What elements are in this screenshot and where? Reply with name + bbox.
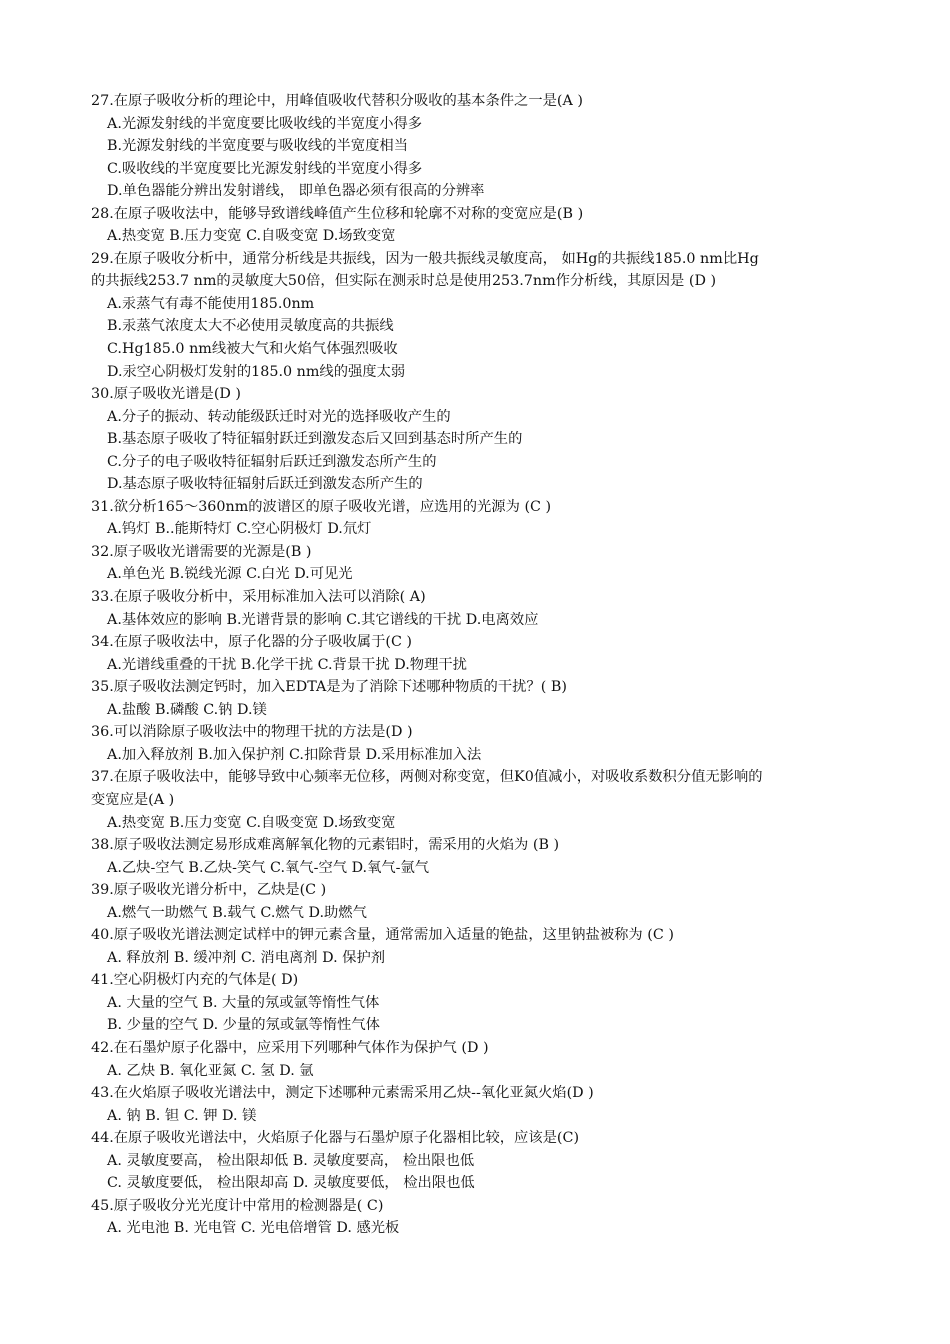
question-line: 33.在原子吸收分析中，采用标准加入法可以消除( A) xyxy=(91,589,426,606)
option-line: B. 少量的空气 D. 少量的氖或氩等惰性气体 xyxy=(107,1017,380,1034)
question-line: 43.在火焰原子吸收光谱法中，测定下述哪种元素需采用乙炔--氧化亚氮火焰(D ) xyxy=(91,1085,594,1102)
question-line: 42.在石墨炉原子化器中，应采用下列哪种气体作为保护气 (D ) xyxy=(91,1039,489,1056)
option-line: A. 光电池 B. 光电管 C. 光电倍增管 D. 感光板 xyxy=(107,1220,400,1237)
option-line: D.汞空心阴极灯发射的185.0 nm线的强度太弱 xyxy=(107,363,406,380)
option-line: A.盐酸 B.磷酸 C.钠 D.镁 xyxy=(107,701,267,718)
option-line: A.乙炔-空气 B.乙炔-笑气 C.氧气-空气 D.氧气-氩气 xyxy=(107,859,430,876)
document-page xyxy=(91,90,871,1240)
question-line: 变宽应是(A ) xyxy=(91,791,175,808)
option-line: C. 灵敏度要低， 检出限却高 D. 灵敏度要低， 检出限也低 xyxy=(107,1175,475,1192)
option-line: A.热变宽 B.压力变宽 C.自吸变宽 D.场致变宽 xyxy=(107,814,396,831)
question-line: 30.原子吸收光谱是(D ) xyxy=(91,386,241,403)
option-line: A. 大量的空气 B. 大量的氖或氩等惰性气体 xyxy=(107,994,380,1011)
option-line: A. 乙炔 B. 氧化亚氮 C. 氢 D. 氩 xyxy=(107,1062,314,1079)
option-line: A. 钠 B. 钽 C. 钾 D. 镁 xyxy=(107,1107,257,1124)
option-line: B.汞蒸气浓度太大不必使用灵敏度高的共振线 xyxy=(107,318,394,335)
question-line: 37.在原子吸收法中，能够导致中心频率无位移，两侧对称变宽，但K0值减小，对吸收系数积分值无影响的 xyxy=(91,769,763,786)
question-line: 44.在原子吸收光谱法中，火焰原子化器与石墨炉原子化器相比较，应该是(C) xyxy=(91,1130,580,1147)
question-line: 28.在原子吸收法中，能够导致谱线峰值产生位移和轮廓不对称的变宽应是(B ) xyxy=(91,205,584,222)
option-line: A.基体效应的影响 B.光谱背景的影响 C.其它谱线的干扰 D.电离效应 xyxy=(107,611,539,628)
option-line: A.钨灯 B..能斯特灯 C.空心阴极灯 D.氘灯 xyxy=(107,521,372,538)
option-line: C.Hg185.0 nm线被大气和火焰气体强烈吸收 xyxy=(107,341,398,358)
option-line: A.汞蒸气有毒不能使用185.0nm xyxy=(107,295,315,312)
option-line: A.单色光 B.锐线光源 C.白光 D.可见光 xyxy=(107,566,353,583)
option-line: D.基态原子吸收特征辐射后跃迁到激发态所产生的 xyxy=(107,476,423,493)
option-line: A.热变宽 B.压力变宽 C.自吸变宽 D.场致变宽 xyxy=(107,228,396,245)
option-line: B.光源发射线的半宽度要与吸收线的半宽度相当 xyxy=(107,138,408,155)
option-line: A.加入释放剂 B.加入保护剂 C.扣除背景 D.采用标准加入法 xyxy=(107,746,482,763)
option-line: C.分子的电子吸收特征辐射后跃迁到激发态所产生的 xyxy=(107,453,437,470)
question-line: 31.欲分析165～360nm的波谱区的原子吸收光谱，应选用的光源为 (C ) xyxy=(91,498,552,515)
question-line: 36.可以消除原子吸收法中的物理干扰的方法是(D ) xyxy=(91,724,413,741)
option-line: A. 释放剂 B. 缓冲剂 C. 消电离剂 D. 保护剂 xyxy=(107,949,386,966)
question-line: 39.原子吸收光谱分析中，乙炔是(C ) xyxy=(91,882,327,899)
question-line: 41.空心阴极灯内充的气体是( D) xyxy=(91,972,299,989)
option-line: C.吸收线的半宽度要比光源发射线的半宽度小得多 xyxy=(107,160,423,177)
question-line: 35.原子吸收法测定钙时，加入EDTA是为了消除下述哪种物质的干扰？( B) xyxy=(91,679,567,696)
option-line: A.光源发射线的半宽度要比吸收线的半宽度小得多 xyxy=(107,115,423,132)
question-line: 40.原子吸收光谱法测定试样中的钾元素含量，通常需加入适量的铯盐，这里钠盐被称为 (C ) xyxy=(91,927,674,944)
question-line: 32.原子吸收光谱需要的光源是(B ) xyxy=(91,543,312,560)
option-line: B.基态原子吸收了特征辐射跃迁到激发态后又回到基态时所产生的 xyxy=(107,431,523,448)
option-line: D.单色器能分辨出发射谱线， 即单色器必须有很高的分辨率 xyxy=(107,183,485,200)
question-line: 29.在原子吸收分析中，通常分析线是共振线，因为一般共振线灵敏度高， 如Hg的共振线185.0 nm比Hg xyxy=(91,250,759,267)
option-line: A.光谱线重叠的干扰 B.化学干扰 C.背景干扰 D.物理干扰 xyxy=(107,656,467,673)
question-line: 的共振线253.7 nm的灵敏度大50倍，但实际在测汞时总是使用253.7nm作分析线，其原因是 (D ) xyxy=(91,273,717,290)
option-line: A. 灵敏度要高， 检出限却低 B. 灵敏度要高， 检出限也低 xyxy=(107,1152,475,1169)
question-line: 34.在原子吸收法中，原子化器的分子吸收属于(C ) xyxy=(91,634,413,651)
question-line: 27.在原子吸收分析的理论中，用峰值吸收代替积分吸收的基本条件之一是(A ) xyxy=(91,93,583,109)
question-line: 45.原子吸收分光光度计中常用的检测器是( C) xyxy=(91,1197,384,1214)
option-line: A.燃气一助燃气 B.载气 C.燃气 D.助燃气 xyxy=(107,904,367,921)
question-line: 38.原子吸收法测定易形成难离解氧化物的元素铝时，需采用的火焰为 (B ) xyxy=(91,837,560,854)
option-line: A.分子的振动、转动能级跃迁时对光的选择吸收产生的 xyxy=(107,408,451,425)
